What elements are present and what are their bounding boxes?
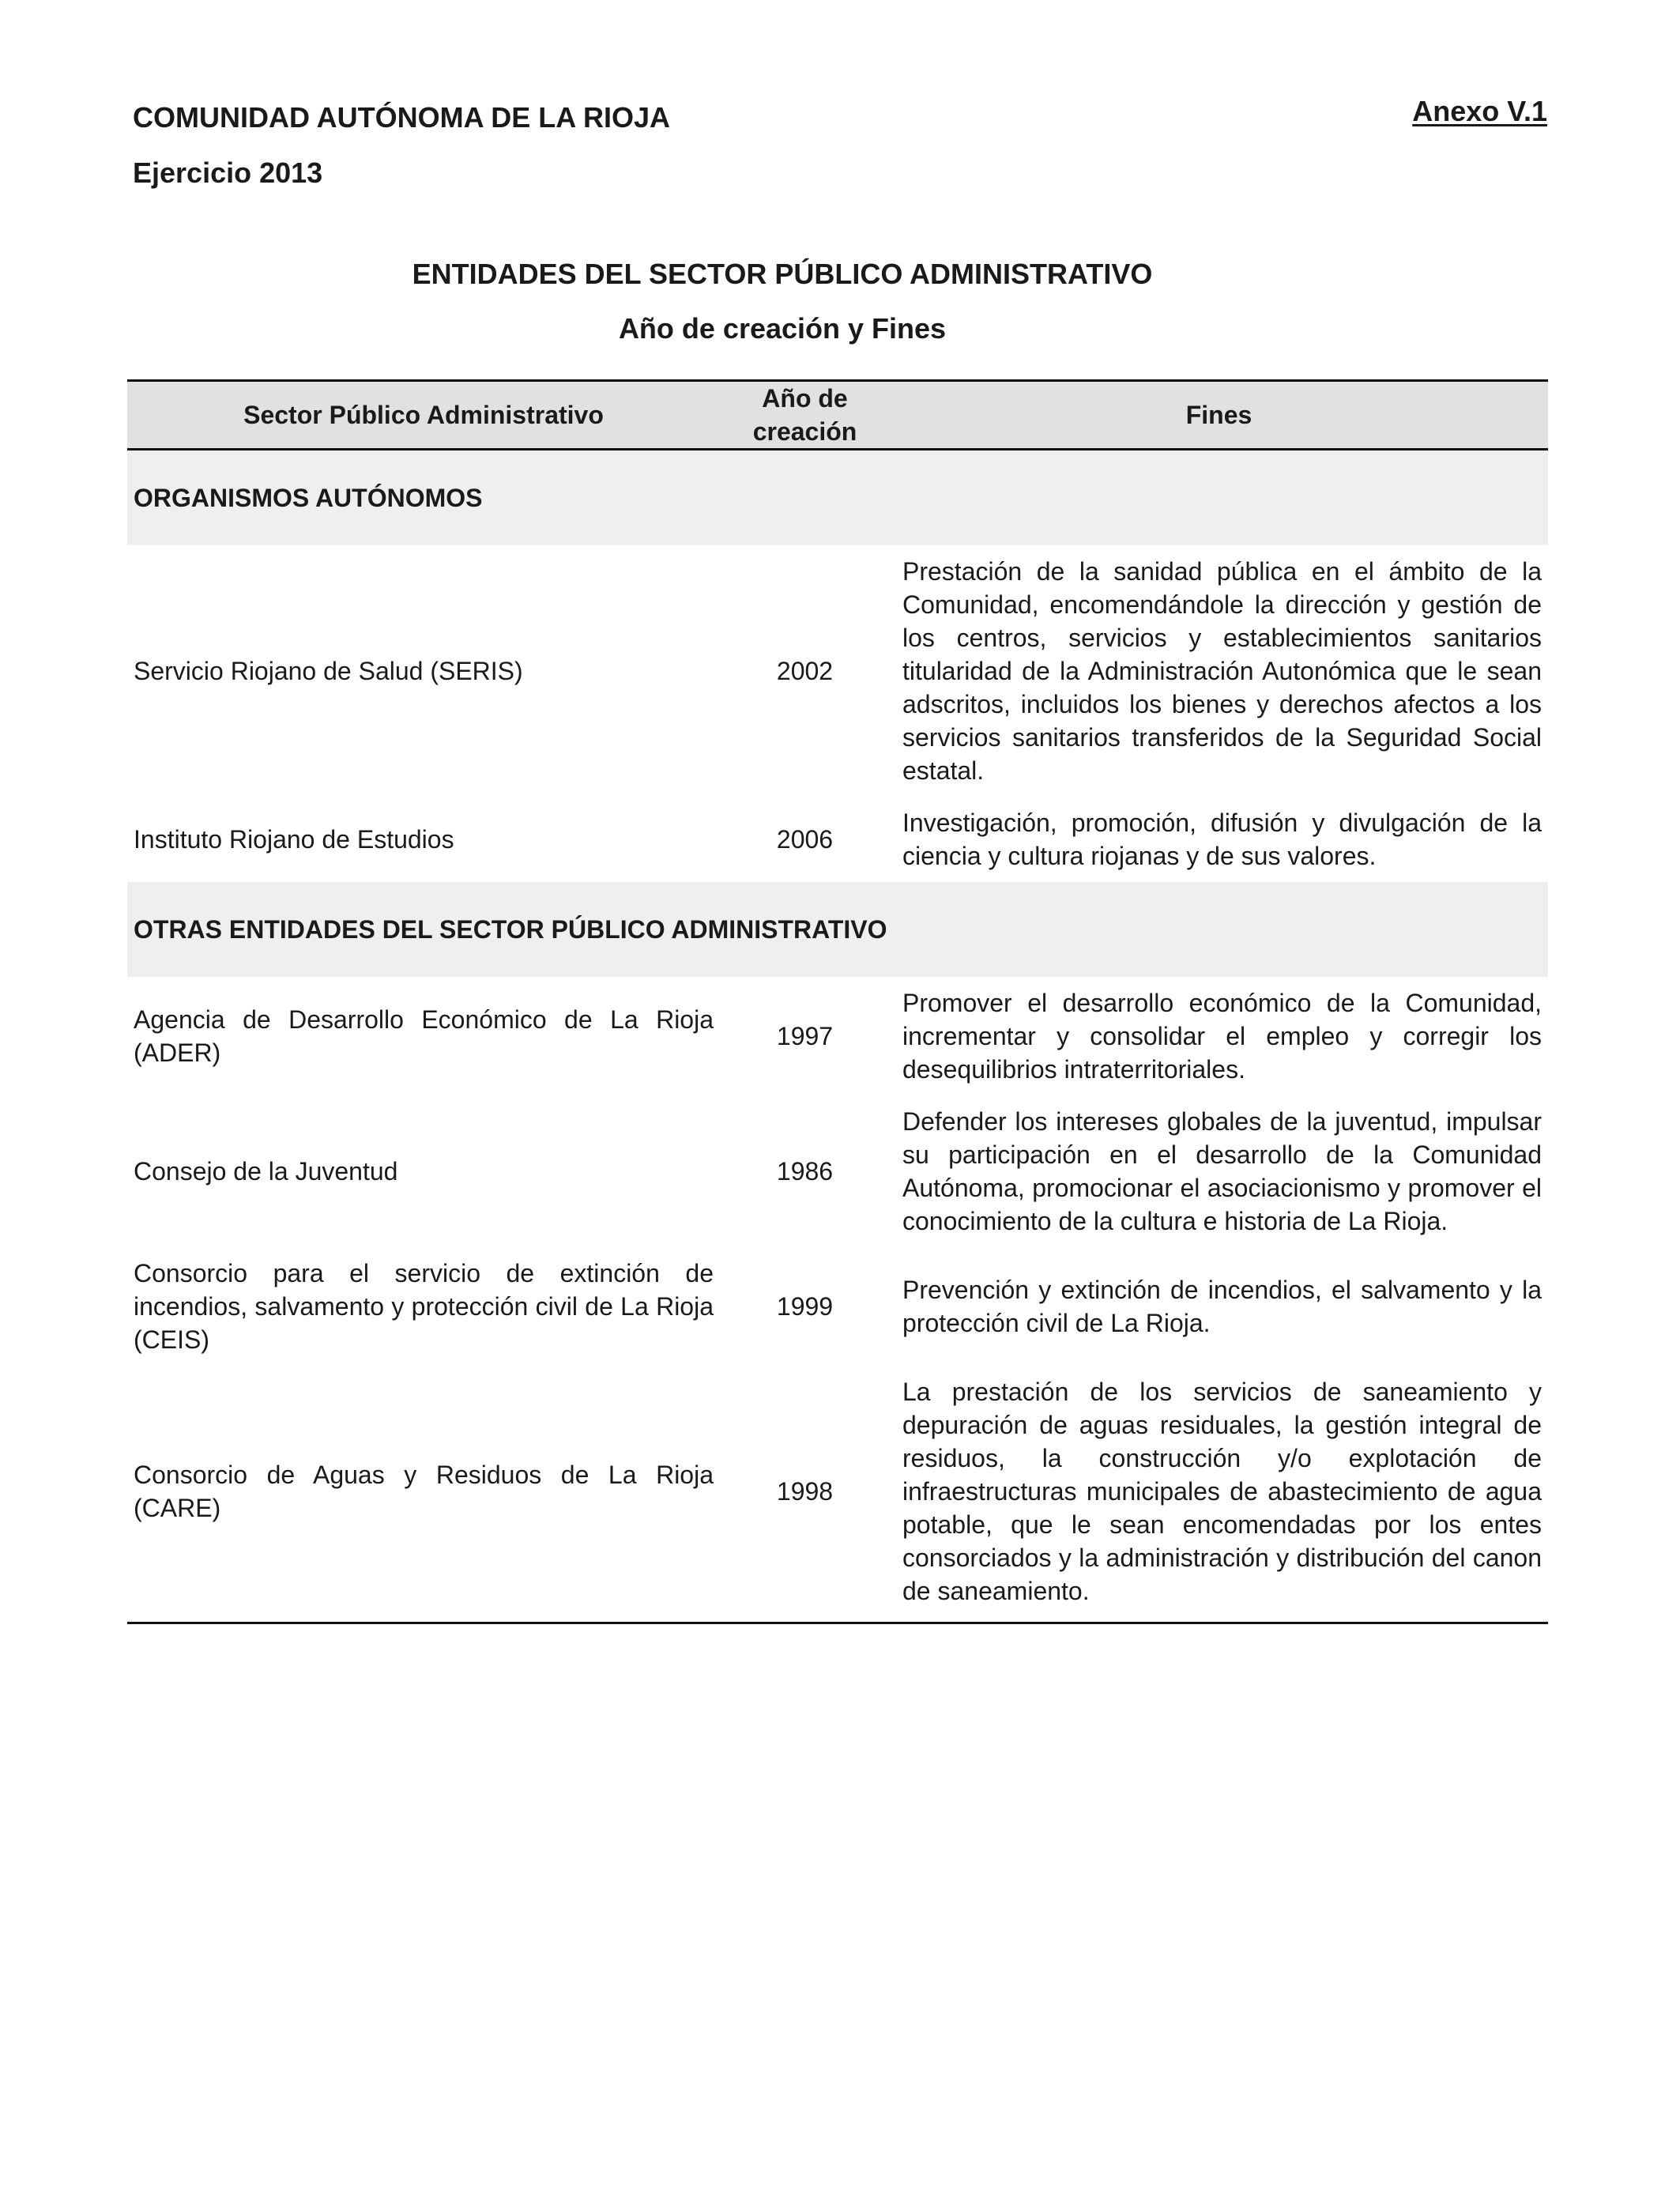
table-row bbox=[127, 545, 1548, 797]
section-organismos-autonomos bbox=[127, 450, 1548, 883]
creation-year: 2006 bbox=[776, 825, 834, 854]
entity-name: Consejo de la Juventud bbox=[134, 1157, 398, 1186]
column-header-sector: Sector Público Administrativo bbox=[127, 381, 720, 450]
entity-fines: La prestación de los servicios de saneamiento y depuración de aguas residuales, la gestión integral de residuos, la construcción y/o explotación de infraestructuras municipales de abastecimiento de agua potable, que le sean encomendadas por los entes consorciados y la administración y distribución del canon de saneamiento. bbox=[890, 1366, 1548, 1623]
entity-fines: Prevención y extinción de incendios, el salvamento y la protección civil de La Rioja. bbox=[902, 1276, 1542, 1337]
table-row bbox=[127, 1247, 1548, 1366]
entity-name: Instituto Riojano de Estudios bbox=[134, 825, 454, 854]
exercise-year: Ejercicio 2013 bbox=[133, 156, 323, 189]
entity-fines: Investigación, promoción, difusión y divulgación de la ciencia y cultura riojanas y de sus valores. bbox=[902, 809, 1542, 870]
column-header-fines: Fines bbox=[890, 381, 1548, 450]
table-row bbox=[127, 977, 1548, 1095]
document-title: ENTIDADES DEL SECTOR PÚBLICO ADMINISTRATIVO bbox=[412, 258, 1153, 290]
column-header-year: Año de creación bbox=[720, 381, 890, 450]
entity-fines: Prestación de la sanidad pública en el ámbito de la Comunidad, encomendándole la dirección y gestión de los centros, servicios y establecimientos sanitarios titularidad de la Administración Autonómica que le sean adscritos, incluidos los bienes y derechos afectos a los servicios sanitarios transferidos de la Seguridad Social estatal. bbox=[902, 557, 1542, 785]
section-heading: OTRAS ENTIDADES DEL SECTOR PÚBLICO ADMINISTRATIVO bbox=[127, 882, 1548, 977]
creation-year: 1997 bbox=[776, 1022, 834, 1050]
entity-name: Consorcio de Aguas y Residuos de La Rioja (CARE) bbox=[127, 1366, 720, 1623]
entity-name: Agencia de Desarrollo Económico de La Rioja (ADER) bbox=[134, 1005, 714, 1067]
section-otras-entidades bbox=[127, 882, 1548, 1623]
table-row bbox=[127, 1366, 1548, 1623]
section-heading: ORGANISMOS AUTÓNOMOS bbox=[127, 450, 1548, 546]
table-row bbox=[127, 797, 1548, 882]
table-header bbox=[127, 381, 1548, 450]
table-row bbox=[127, 1095, 1548, 1247]
entities-table bbox=[127, 379, 1548, 1624]
creation-year: 1999 bbox=[776, 1292, 834, 1321]
entity-fines: Defender los intereses globales de la juventud, impulsar su participación en el desarrollo de la Comunidad Autónoma, promocionar el asociacionismo y promover el conocimiento de la cultura e historia de La Rioja. bbox=[902, 1107, 1542, 1235]
entity-name: Consorcio para el servicio de extinción de incendios, salvamento y protección civil de La Rioja (CEIS) bbox=[134, 1259, 714, 1354]
entity-name: Servicio Riojano de Salud (SERIS) bbox=[134, 657, 523, 685]
annex-label: Anexo V.1 bbox=[1412, 95, 1547, 127]
entity-fines: Promover el desarrollo económico de la Comunidad, incrementar y consolidar el empleo y corregir los desequilibrios intraterritoriales. bbox=[902, 989, 1542, 1084]
document-subtitle: Año de creación y Fines bbox=[618, 312, 947, 345]
creation-year: 2002 bbox=[776, 657, 834, 685]
organization-title: COMUNIDAD AUTÓNOMA DE LA RIOJA bbox=[133, 101, 670, 134]
creation-year: 1998 bbox=[720, 1366, 890, 1623]
creation-year: 1986 bbox=[776, 1157, 834, 1186]
